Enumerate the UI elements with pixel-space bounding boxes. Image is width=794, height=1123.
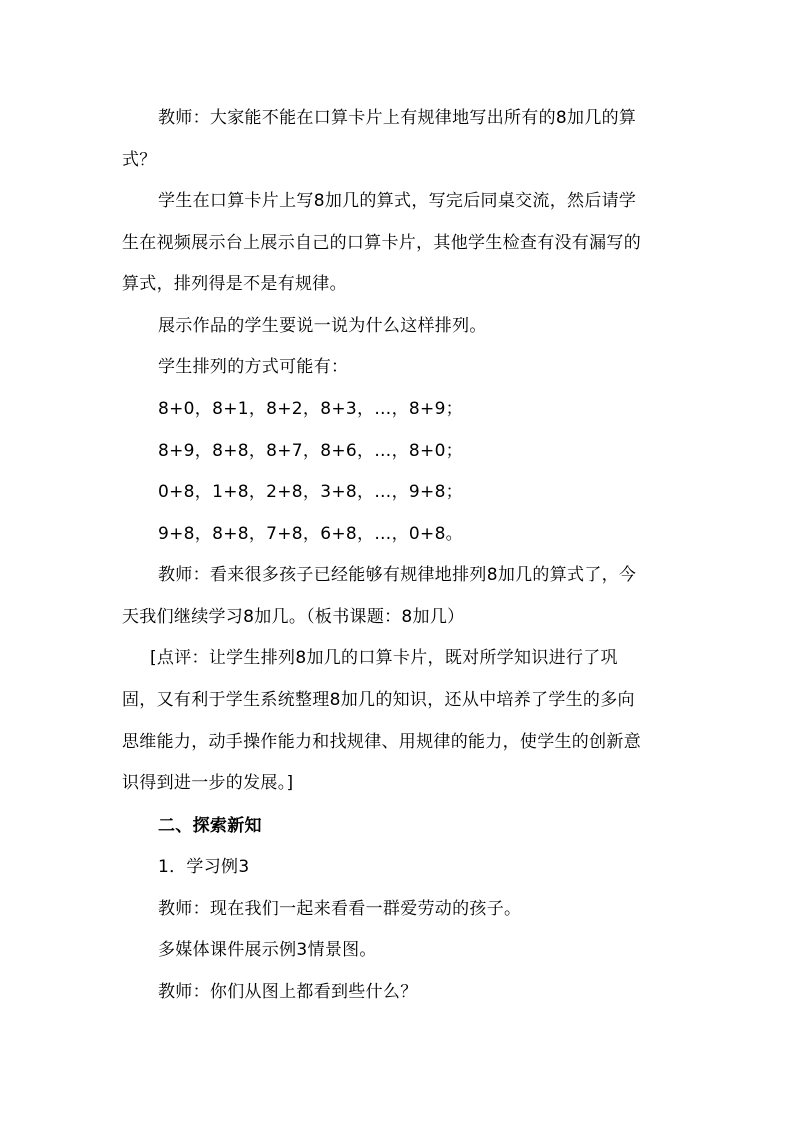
text-line: 生在视频展示台上展示自己的口算卡片，其他学生检查有没有漏写的 xyxy=(122,233,641,253)
section-heading: 二、探索新知 xyxy=(158,816,262,836)
text-line: 教师：现在我们一起来看看一群爱劳动的孩子。 xyxy=(158,899,522,919)
text-line: 多媒体课件展示例3情景图。 xyxy=(158,940,377,960)
text-line: 教师：大家能不能在口算卡片上有规律地写出所有的8加几的算 xyxy=(158,108,637,128)
subsection-heading: 1．学习例3 xyxy=(158,857,250,877)
comment-line: 识得到进一步的发展。] xyxy=(122,773,294,793)
text-line: 展示作品的学生要说一说为什么这样排列。 xyxy=(158,316,487,336)
text-line: 算式，排列得是不是有规律。 xyxy=(122,274,347,294)
text-line: 学生排列的方式可能有： xyxy=(158,357,349,377)
comment-line: 固，又有利于学生系统整理8加几的知识，还从中培养了学生的多向 xyxy=(122,690,635,710)
equation-line: 9+8，8+8，7+8，6+8，…，0+8。 xyxy=(158,524,463,544)
comment-line: [点评：让学生排列8加几的口算卡片，既对所学知识进行了巩 xyxy=(150,648,618,668)
text-line: 教师：你们从图上都看到些什么？ xyxy=(158,982,418,1002)
text-line: 式？ xyxy=(122,150,157,170)
equation-line: 0+8，1+8，2+8，3+8，…，9+8； xyxy=(158,482,463,502)
equation-line: 8+9，8+8，8+7，8+6，…，8+0； xyxy=(158,441,463,461)
text-line: 天我们继续学习8加几。（板书课题：8加几） xyxy=(122,607,465,627)
comment-line: 思维能力，动手操作能力和找规律、用规律的能力，使学生的创新意 xyxy=(122,732,641,752)
equation-line: 8+0，8+1，8+2，8+3，…，8+9； xyxy=(158,399,463,419)
text-line: 教师：看来很多孩子已经能够有规律地排列8加几的算式了，今 xyxy=(158,565,637,585)
text-line: 学生在口算卡片上写8加几的算式，写完后同桌交流，然后请学 xyxy=(158,191,637,211)
